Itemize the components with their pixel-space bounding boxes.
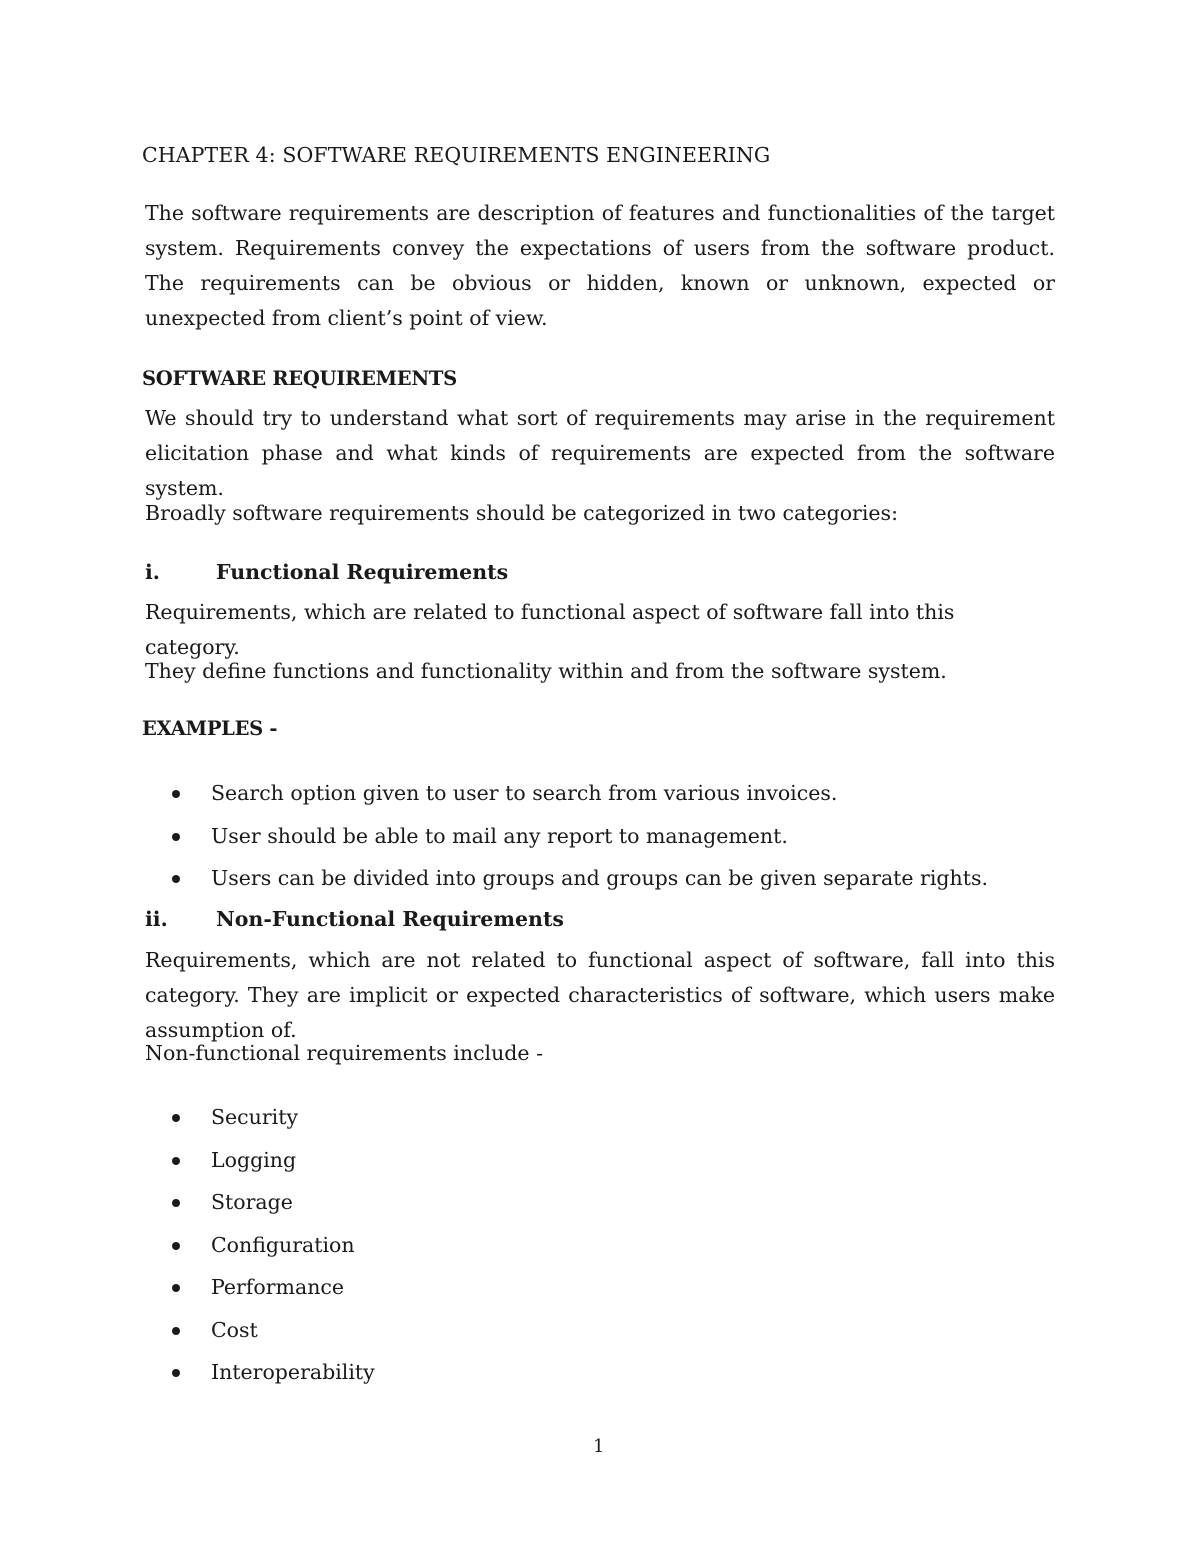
bullet-icon: [172, 790, 180, 798]
functional-paragraph-2: They define functions and functionality within and from the software system.: [145, 659, 947, 683]
list-item-text: Performance: [211, 1275, 345, 1299]
list-item-text: Users can be divided into groups and groups can be given separate rights.: [211, 866, 989, 890]
list-item-text: Logging: [211, 1147, 297, 1172]
list-item-text: Cost: [211, 1317, 258, 1342]
list-item-text: Search option given to user to search from various invoices.: [211, 781, 838, 805]
list-item-text: Storage: [211, 1190, 293, 1214]
list-item-text: Security: [211, 1105, 299, 1129]
bullet-icon: [172, 1157, 180, 1165]
functional-requirements-heading: Functional Requirements: [216, 560, 509, 584]
section-paragraph: We should try to understand what sort of requirements may arise in the requirement elicitation phase and what kinds of requirements are expected from the software system.: [145, 406, 1055, 500]
chapter-title: CHAPTER 4: SOFTWARE REQUIREMENTS ENGINEERING: [142, 143, 771, 167]
bullet-icon: [172, 1327, 180, 1335]
page-number: 1: [593, 1436, 605, 1457]
list-item-text: Configuration: [211, 1232, 355, 1257]
bullet-icon: [172, 1114, 180, 1122]
non-functional-requirements-heading: Non-Functional Requirements: [216, 907, 564, 931]
list-item-text: Interoperability: [211, 1360, 375, 1384]
bullet-icon: [172, 875, 180, 883]
functional-numeral: i.: [145, 560, 160, 584]
bullet-icon: [172, 833, 180, 841]
bullet-icon: [172, 1369, 180, 1377]
non-functional-paragraph: Requirements, which are not related to functional aspect of software, fall into this category. They are implicit or expected characteristics of software, which users make assumption of.: [145, 948, 1055, 1042]
categories-paragraph: Broadly software requirements should be categorized in two categories:: [145, 501, 898, 525]
functional-paragraph-1: Requirements, which are related to functional aspect of software fall into this category.: [145, 600, 955, 659]
list-item-text: User should be able to mail any report to management.: [211, 823, 788, 848]
bullet-icon: [172, 1242, 180, 1250]
bullet-icon: [172, 1199, 180, 1207]
intro-paragraph: The software requirements are description of features and functionalities of the target system. Requirements convey the expectations of users from the software product. The requirements can be obvious or hidden, known or unknown, expected or unexpected from client’s point of view.: [145, 201, 1055, 330]
examples-heading: EXAMPLES -: [142, 717, 278, 740]
section-heading-software-requirements: SOFTWARE REQUIREMENTS: [142, 367, 457, 390]
bullet-icon: [172, 1284, 180, 1292]
non-functional-numeral: ii.: [145, 907, 168, 931]
non-functional-include-line: Non-functional requirements include -: [145, 1041, 544, 1065]
